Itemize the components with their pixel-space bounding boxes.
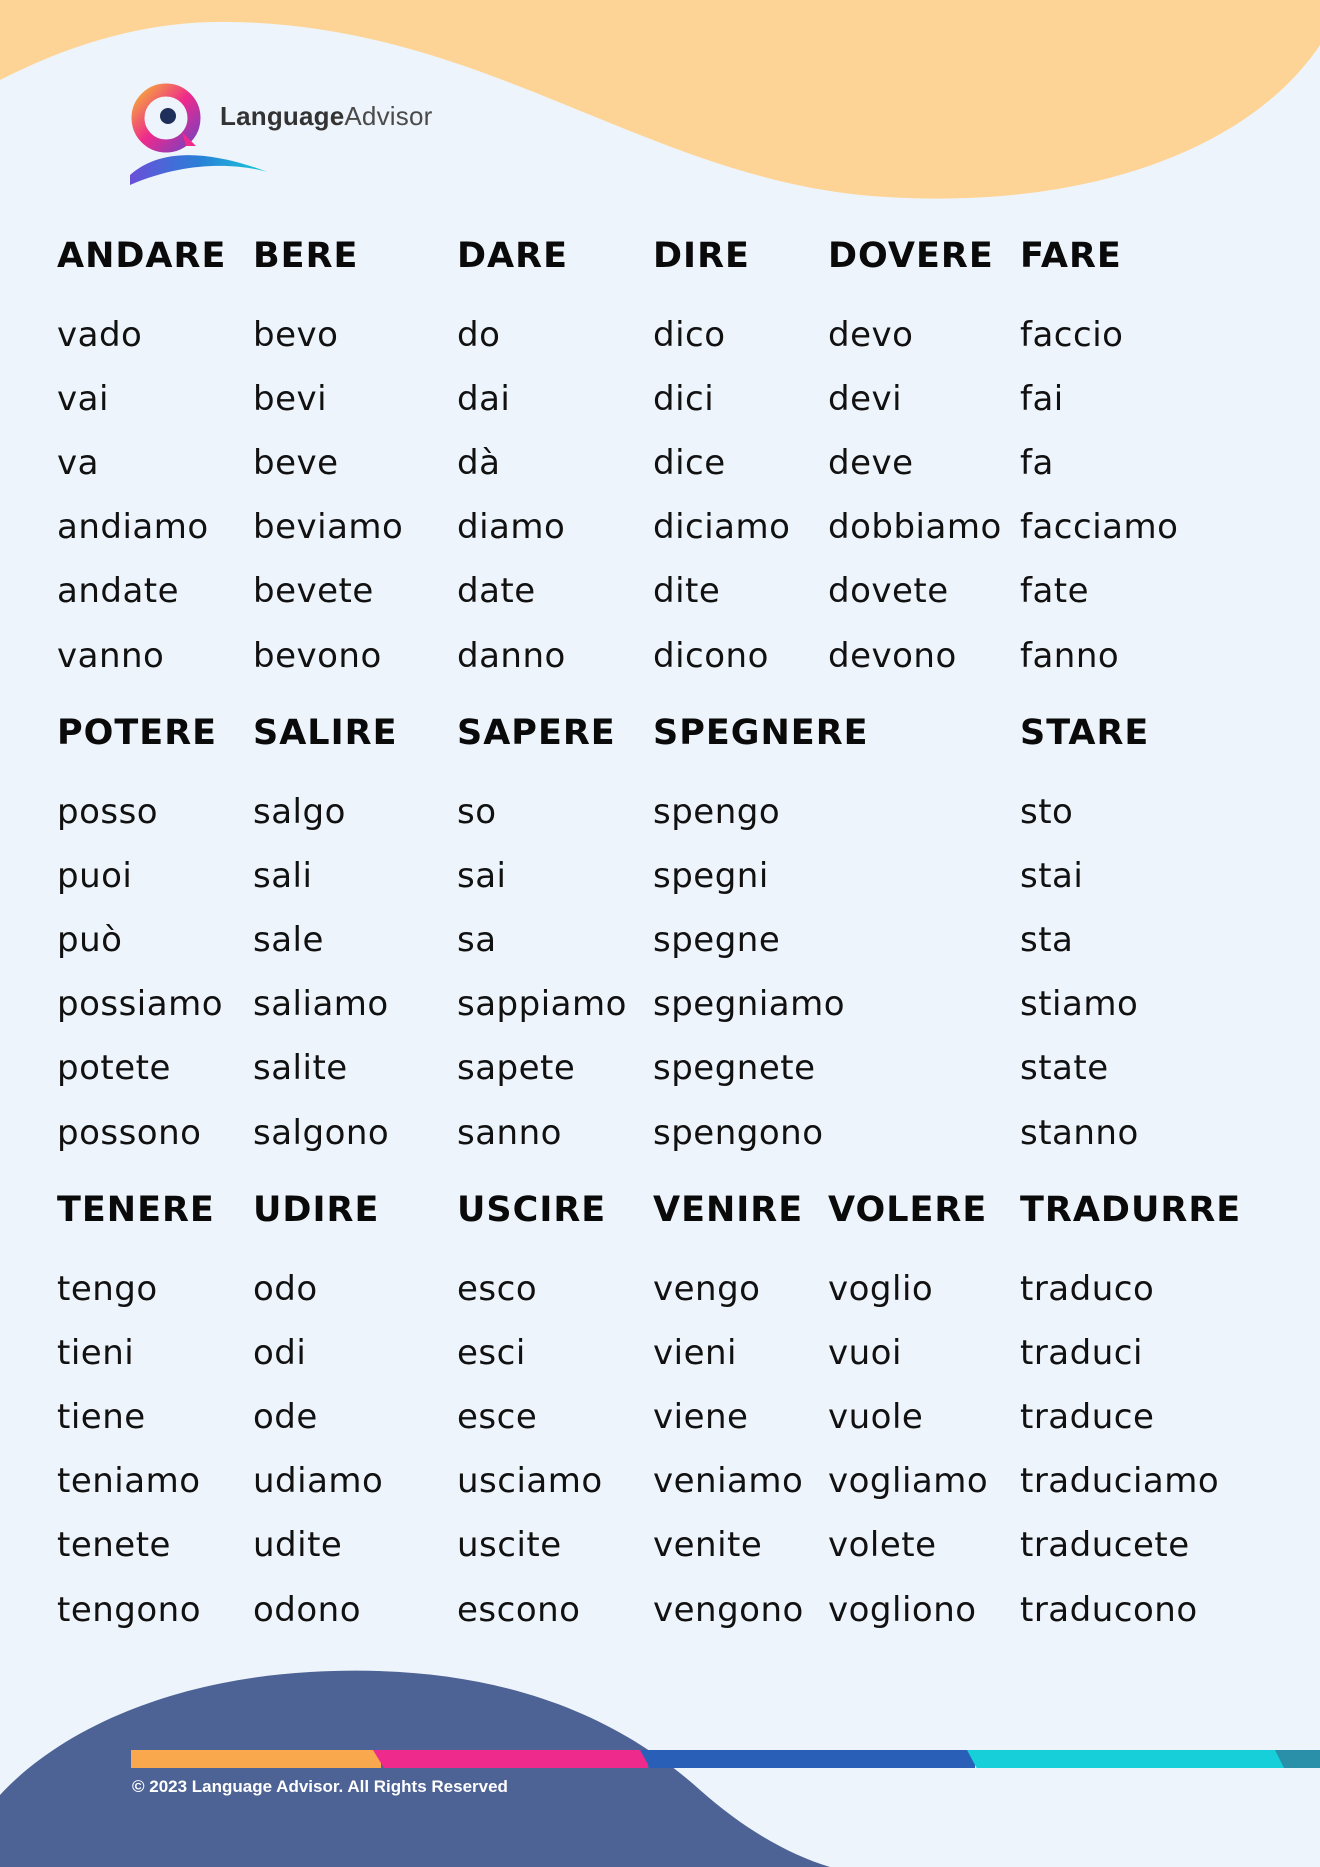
conjugated-form: sto bbox=[1020, 792, 1074, 832]
conjugated-form: deve bbox=[828, 443, 914, 483]
conjugated-form: dicono bbox=[653, 636, 769, 676]
footer-stripe-blue bbox=[640, 1750, 975, 1768]
conjugated-form: sappiamo bbox=[457, 984, 627, 1024]
language-advisor-logo-icon bbox=[128, 80, 278, 188]
conjugated-form: devono bbox=[828, 636, 957, 676]
brand-name-light: Advisor bbox=[344, 101, 433, 131]
conjugated-form: salite bbox=[253, 1048, 348, 1088]
conjugated-form: tiene bbox=[57, 1397, 146, 1437]
conjugated-form: vai bbox=[57, 379, 109, 419]
conjugated-form: tengono bbox=[57, 1590, 202, 1630]
conjugated-form: odo bbox=[253, 1269, 318, 1309]
conjugated-form: vengo bbox=[653, 1269, 761, 1309]
verb-heading: STARE bbox=[1020, 713, 1150, 753]
conjugated-form: dite bbox=[653, 571, 721, 611]
conjugated-form: vengono bbox=[653, 1590, 804, 1630]
conjugated-form: fanno bbox=[1020, 636, 1120, 676]
conjugated-form: salgono bbox=[253, 1113, 390, 1153]
verb-heading: SALIRE bbox=[253, 713, 398, 753]
conjugated-form: dovete bbox=[828, 571, 949, 611]
conjugated-form: spegniamo bbox=[653, 984, 846, 1024]
conjugated-form: esco bbox=[457, 1269, 538, 1309]
conjugated-form: tieni bbox=[57, 1333, 135, 1373]
conjugated-form: vieni bbox=[653, 1333, 737, 1373]
verb-heading: VOLERE bbox=[828, 1190, 988, 1230]
conjugated-form: traduciamo bbox=[1020, 1461, 1220, 1501]
conjugated-form: so bbox=[457, 792, 497, 832]
conjugated-form: potete bbox=[57, 1048, 171, 1088]
copyright-text: © 2023 Language Advisor. All Rights Reserved bbox=[132, 1777, 508, 1796]
conjugated-form: vuoi bbox=[828, 1333, 902, 1373]
verb-heading: TENERE bbox=[57, 1190, 215, 1230]
verb-heading: SPEGNERE bbox=[653, 713, 869, 753]
conjugated-form: dici bbox=[653, 379, 715, 419]
conjugated-form: bevete bbox=[253, 571, 374, 611]
conjugated-form: andate bbox=[57, 571, 180, 611]
conjugated-form: spegnete bbox=[653, 1048, 816, 1088]
verb-heading: DOVERE bbox=[828, 236, 994, 276]
conjugated-form: bevo bbox=[253, 315, 339, 355]
conjugated-form: escono bbox=[457, 1590, 581, 1630]
conjugated-form: diciamo bbox=[653, 507, 791, 547]
conjugated-form: beve bbox=[253, 443, 339, 483]
conjugated-form: venite bbox=[653, 1525, 763, 1565]
verb-heading: UDIRE bbox=[253, 1190, 380, 1230]
conjugated-form: devi bbox=[828, 379, 903, 419]
conjugated-form: vogliamo bbox=[828, 1461, 989, 1501]
verb-heading: VENIRE bbox=[653, 1190, 804, 1230]
conjugated-form: facciamo bbox=[1020, 507, 1179, 547]
conjugated-form: do bbox=[457, 315, 501, 355]
conjugated-form: odi bbox=[253, 1333, 307, 1373]
conjugated-form: teniamo bbox=[57, 1461, 201, 1501]
conjugated-form: sai bbox=[457, 856, 507, 896]
conjugated-form: tengo bbox=[57, 1269, 158, 1309]
conjugated-form: sale bbox=[253, 920, 324, 960]
brand-name-bold: Language bbox=[220, 101, 345, 131]
conjugated-form: viene bbox=[653, 1397, 749, 1437]
conjugated-form: danno bbox=[457, 636, 566, 676]
conjugated-form: vanno bbox=[57, 636, 165, 676]
conjugated-form: bevi bbox=[253, 379, 328, 419]
conjugated-form: sa bbox=[457, 920, 497, 960]
conjugated-form: dà bbox=[457, 443, 501, 483]
conjugated-form: ode bbox=[253, 1397, 318, 1437]
verb-heading: POTERE bbox=[57, 713, 218, 753]
conjugated-form: bevono bbox=[253, 636, 382, 676]
conjugated-form: fate bbox=[1020, 571, 1090, 611]
verb-heading: DARE bbox=[457, 236, 568, 276]
conjugated-form: dai bbox=[457, 379, 511, 419]
conjugated-form: sanno bbox=[457, 1113, 562, 1153]
conjugated-form: tenete bbox=[57, 1525, 171, 1565]
conjugated-form: stiamo bbox=[1020, 984, 1139, 1024]
conjugated-form: sta bbox=[1020, 920, 1074, 960]
conjugated-form: uscite bbox=[457, 1525, 562, 1565]
conjugated-form: spegni bbox=[653, 856, 769, 896]
conjugated-form: spegne bbox=[653, 920, 781, 960]
conjugated-form: faccio bbox=[1020, 315, 1124, 355]
conjugated-form: traduco bbox=[1020, 1269, 1155, 1309]
conjugated-form: dice bbox=[653, 443, 726, 483]
footer-stripe-pink bbox=[373, 1750, 648, 1768]
brand-name bbox=[220, 101, 433, 132]
conjugated-form: volete bbox=[828, 1525, 937, 1565]
conjugated-form: vado bbox=[57, 315, 143, 355]
conjugated-form: state bbox=[1020, 1048, 1109, 1088]
conjugated-form: vogliono bbox=[828, 1590, 977, 1630]
conjugated-form: fa bbox=[1020, 443, 1054, 483]
conjugated-form: sapete bbox=[457, 1048, 576, 1088]
conjugated-form: diamo bbox=[457, 507, 566, 547]
verb-heading: SAPERE bbox=[457, 713, 616, 753]
conjugated-form: stai bbox=[1020, 856, 1084, 896]
conjugated-form: traduci bbox=[1020, 1333, 1143, 1373]
conjugated-form: salgo bbox=[253, 792, 346, 832]
footer-stripe-orange bbox=[131, 1750, 381, 1768]
conjugated-form: andiamo bbox=[57, 507, 209, 547]
conjugated-form: beviamo bbox=[253, 507, 404, 547]
conjugated-form: traducono bbox=[1020, 1590, 1198, 1630]
conjugated-form: spengo bbox=[653, 792, 781, 832]
footer-stripe-cyan bbox=[967, 1750, 1287, 1768]
conjugated-form: voglio bbox=[828, 1269, 934, 1309]
conjugated-form: traducete bbox=[1020, 1525, 1190, 1565]
conjugated-form: posso bbox=[57, 792, 159, 832]
conjugated-form: possiamo bbox=[57, 984, 224, 1024]
conjugated-form: saliamo bbox=[253, 984, 389, 1024]
conjugated-form: esce bbox=[457, 1397, 538, 1437]
conjugated-form: usciamo bbox=[457, 1461, 603, 1501]
conjugated-form: traduce bbox=[1020, 1397, 1155, 1437]
verb-heading: ANDARE bbox=[57, 236, 227, 276]
verb-heading: BERE bbox=[253, 236, 359, 276]
conjugated-form: vuole bbox=[828, 1397, 924, 1437]
conjugated-form: odono bbox=[253, 1590, 362, 1630]
conjugated-form: veniamo bbox=[653, 1461, 804, 1501]
verb-heading: DIRE bbox=[653, 236, 750, 276]
conjugated-form: puoi bbox=[57, 856, 133, 896]
conjugated-form: esci bbox=[457, 1333, 526, 1373]
conjugated-form: può bbox=[57, 920, 123, 960]
conjugated-form: possono bbox=[57, 1113, 202, 1153]
verb-heading: FARE bbox=[1020, 236, 1122, 276]
conjugated-form: udiamo bbox=[253, 1461, 384, 1501]
conjugated-form: fai bbox=[1020, 379, 1064, 419]
conjugated-form: va bbox=[57, 443, 99, 483]
conjugated-form: spengono bbox=[653, 1113, 824, 1153]
conjugated-form: udite bbox=[253, 1525, 343, 1565]
conjugated-form: dobbiamo bbox=[828, 507, 1002, 547]
conjugated-form: devo bbox=[828, 315, 914, 355]
conjugated-form: sali bbox=[253, 856, 313, 896]
verb-heading: TRADURRE bbox=[1020, 1190, 1242, 1230]
conjugated-form: dico bbox=[653, 315, 726, 355]
verb-heading: USCIRE bbox=[457, 1190, 607, 1230]
conjugated-form: date bbox=[457, 571, 536, 611]
conjugated-form: stanno bbox=[1020, 1113, 1139, 1153]
